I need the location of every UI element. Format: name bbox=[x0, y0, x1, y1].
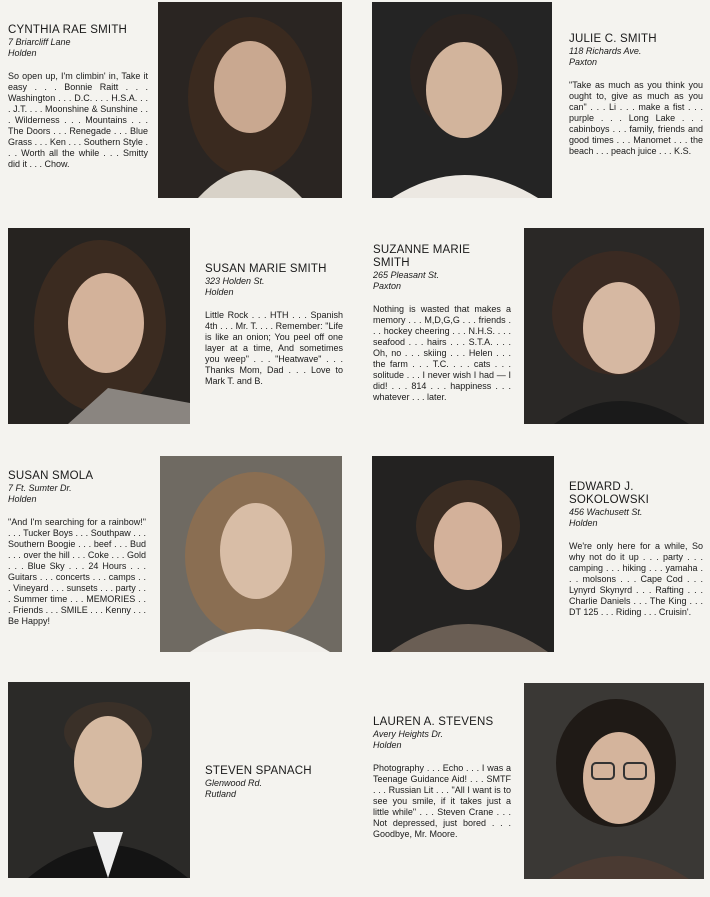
student-name: SUZANNE MARIE SMITH bbox=[373, 244, 471, 269]
student-entry-susan-marie bbox=[205, 263, 343, 396]
student-address: Glenwood Rd. bbox=[205, 778, 263, 788]
student-quote: "Take as much as you think you ought to, give as much as you can" . . . Li . . . make a fist . . . purple . . . Long Lake . . . cabinboys . . . family, friends and good times . . . Manomet . . . the beach . . . peach juice . . . K.S. bbox=[569, 80, 703, 156]
student-town: Holden bbox=[8, 494, 37, 504]
portrait-photo-julie bbox=[372, 2, 552, 198]
student-entry-steven bbox=[205, 765, 343, 800]
student-quote: So open up, I'm climbin' in, Take it easy . . . Bonnie Raitt . . . Washington . . . D.C. . . . H.S.A. . . . J.T. . . . Moonshine & Sunshine . . . Wilderness . . . Mountains . . . The Doors . . . Renegade . . . Blue Grass . . . Ken . . . Southern Style . . . Worth all the while . . . Smitty did it . . . Chow. bbox=[8, 71, 148, 169]
student-address: 7 Ft. Sumter Dr. bbox=[8, 483, 72, 493]
student-quote: Photography . . . Echo . . . I was a Teenage Guidance Aid! . . . SMTF . . . Russian Lit . . . "All I want is to see you smile, if it takes just a little while" . . . Steven Crane . . . Not depressed, just bored . . . Goodbye, Mr. Moore. bbox=[373, 763, 511, 839]
student-town: Holden bbox=[373, 740, 402, 750]
portrait-photo-lauren bbox=[524, 683, 704, 879]
student-name: EDWARD J. SOKOLOWSKI bbox=[569, 481, 649, 506]
portrait-photo-susan-smola bbox=[160, 456, 342, 652]
student-quote: We're only here for a while, So why not do it up . . . party . . . camping . . . hiking . . . yamaha . . . molsons . . . Cape Cod . . . Lynyrd Skynyrd . . . Rafting . . . Charlie Daniels . . . The King . . . DT 125 . . . Riding . . . Cruisin'. bbox=[569, 541, 703, 617]
portrait-photo-suzanne bbox=[524, 228, 704, 424]
student-name: SUSAN MARIE SMITH bbox=[205, 263, 327, 275]
student-entry-julie bbox=[569, 33, 703, 166]
student-address: 265 Pleasant St. bbox=[373, 270, 440, 280]
student-entry-lauren bbox=[373, 716, 511, 849]
student-town: Paxton bbox=[569, 57, 598, 67]
student-name: JULIE C. SMITH bbox=[569, 33, 657, 45]
student-entry-cynthia bbox=[8, 24, 148, 179]
student-address: Avery Heights Dr. bbox=[373, 729, 444, 739]
student-address: 323 Holden St. bbox=[205, 276, 265, 286]
student-quote: "And I'm searching for a rainbow!" . . . Tucker Boys . . . Southpaw . . . Southern Boogie . . . beef . . . Bud . . . over the hill . . . Coke . . . Gold . . . Blue Sky . . . 24 Hours . . . Guitars . . . concerts . . . camps . . . Vineyard . . . sunsets . . . party . . . Summer time . . . MEMORIES . . . Friends . . . SMILE . . . Kenny . . . Be Happy! bbox=[8, 517, 146, 626]
portrait-photo-susan-marie bbox=[8, 228, 190, 424]
portrait-photo-cynthia bbox=[158, 2, 342, 198]
student-address: 456 Wachusett St. bbox=[569, 507, 643, 517]
student-name: CYNTHIA RAE SMITH bbox=[8, 24, 128, 36]
student-town: Holden bbox=[8, 48, 37, 58]
student-quote: Little Rock . . . HTH . . . Spanish 4th . . . Mr. T. . . . Remember: "Life is like an onion; You peel off one layer at a time, And sometimes you weep" . . . "Heatwave" . . . Thanks Mom, Dad . . . Love to Mark T. and B. bbox=[205, 310, 343, 386]
student-name: STEVEN SPANACH bbox=[205, 765, 312, 777]
student-address: 118 Richards Ave. bbox=[569, 46, 642, 56]
student-name: SUSAN SMOLA bbox=[8, 470, 94, 482]
student-entry-suzanne bbox=[373, 244, 511, 412]
student-address: 7 Briarcliff Lane bbox=[8, 37, 71, 47]
student-quote: Nothing is wasted that makes a memory . . . M,D,G,G . . . friends . . . hockey cheering . . . N.H.S. . . . seafood . . . hairs . . . S.T.A. . . . Oh, no . . . skiing . . . Helen . . . the farm . . . T.C. . . . cats . . . solitude . . . I never wish I had — I did! . . . 814 . . . happiness . . . whatever . . . later. bbox=[373, 304, 511, 402]
student-name: LAUREN A. STEVENS bbox=[373, 716, 494, 728]
portrait-photo-edward bbox=[372, 456, 554, 652]
student-entry-susan-smola bbox=[8, 470, 146, 636]
student-town: Holden bbox=[569, 518, 598, 528]
student-town: Rutland bbox=[205, 789, 237, 799]
student-entry-edward bbox=[569, 481, 703, 627]
student-town: Holden bbox=[205, 287, 234, 297]
portrait-photo-steven bbox=[8, 682, 190, 878]
student-town: Paxton bbox=[373, 281, 402, 291]
